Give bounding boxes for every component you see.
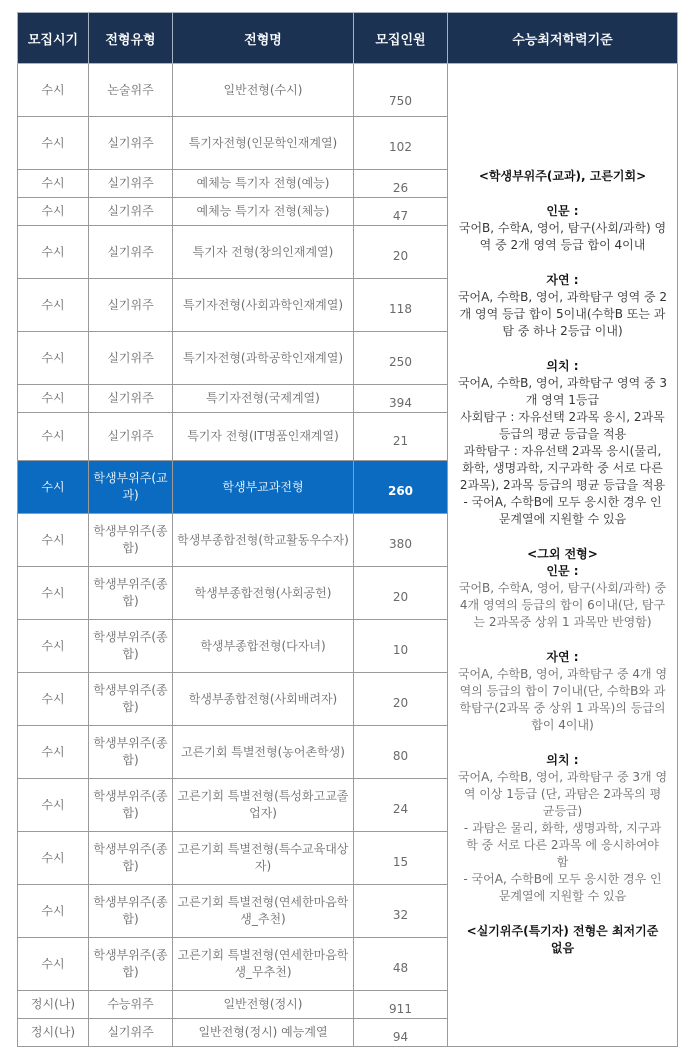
cell-type: 실기위주 <box>89 385 173 413</box>
criteria-line: 문계열에 지원할 수 있음 <box>498 889 627 903</box>
criteria-line: 역의 등급의 합이 7이내(단, 수학B와 과 <box>459 684 666 698</box>
criteria-line: - 과탐은 물리, 화학, 생명과학, 지구과 <box>463 821 662 835</box>
cell-count: 24 <box>354 779 448 832</box>
criteria-section-title: <그외 전형> <box>527 547 598 561</box>
cell-period: 수시 <box>18 567 89 620</box>
criteria-line: 화학, 생명과학, 지구과학 중 서로 다른 <box>462 461 663 475</box>
cell-count: 380 <box>354 514 448 567</box>
header-type: 전형유형 <box>89 13 173 64</box>
cell-type: 학생부위주(종합) <box>89 938 173 991</box>
cell-type: 학생부위주(종합) <box>89 567 173 620</box>
cell-count: 750 <box>354 64 448 117</box>
cell-name: 고른기회 특별전형(농어촌학생) <box>173 726 354 779</box>
cell-count: 102 <box>354 117 448 170</box>
header-name: 전형명 <box>173 13 354 64</box>
cell-count: 911 <box>354 991 448 1019</box>
cell-type: 실기위주 <box>89 279 173 332</box>
criteria-line: 국어A, 수학B, 영어, 과학탐구 영역 중 2 <box>457 290 668 304</box>
criteria-line: 과학탐구 : 자유선택 2과목 응시(물리, <box>463 444 662 458</box>
cell-type: 학생부위주(교과) <box>89 461 173 514</box>
cell-type: 수능위주 <box>89 991 173 1019</box>
cell-count: 47 <box>354 198 448 226</box>
cell-name: 고른기회 특별전형(특성화고교졸업자) <box>173 779 354 832</box>
criteria-line: 개 영역 등급 합이 5이내(수학B 또는 과 <box>459 307 666 321</box>
criteria-line: 개 영역 1등급 <box>525 393 600 407</box>
criteria-label: 의치 : <box>546 359 579 373</box>
cell-type: 실기위주 <box>89 413 173 461</box>
criteria-label: 자연 : <box>546 650 579 664</box>
criteria-section-title: <학생부위주(교과), 고른기회> <box>478 169 647 183</box>
cell-type: 실기위주 <box>89 1019 173 1047</box>
criteria-line: 역 이상 1등급 (단, 과탐은 2과목의 평 <box>463 787 662 801</box>
criteria-section-title: 없음 <box>550 941 575 955</box>
cell-name: 학생부종합전형(사회배려자) <box>173 673 354 726</box>
criteria-line: 학탐구(2과목 중 상위 1 과목)의 등급의 <box>459 701 666 715</box>
cell-period: 수시 <box>18 832 89 885</box>
cell-count: 118 <box>354 279 448 332</box>
cell-count: 94 <box>354 1019 448 1047</box>
cell-period: 수시 <box>18 779 89 832</box>
criteria-line: 국어A, 수학B, 영어, 과학탐구 중 4개 영 <box>457 667 668 681</box>
criteria-line: 4개 영역의 등급의 합이 6이내(단, 탐구 <box>459 598 666 612</box>
criteria-line: 국어A, 수학B, 영어, 과학탐구 영역 중 3 <box>457 376 668 390</box>
cell-count: 21 <box>354 413 448 461</box>
cell-period: 수시 <box>18 385 89 413</box>
cell-count: 20 <box>354 567 448 620</box>
criteria-line: - 국어A, 수학B에 모두 응시한 경우 인 <box>463 495 662 509</box>
header-period: 모집시기 <box>18 13 89 64</box>
cell-period: 수시 <box>18 673 89 726</box>
cell-name: 학생부교과전형 <box>173 461 354 514</box>
cell-name: 예체능 특기자 전형(예능) <box>173 170 354 198</box>
criteria-label: 인문 : <box>546 564 579 578</box>
cell-name: 학생부종합전형(사회공헌) <box>173 567 354 620</box>
cell-type: 실기위주 <box>89 198 173 226</box>
cell-period: 수시 <box>18 413 89 461</box>
cell-count: 32 <box>354 885 448 938</box>
cell-type: 학생부위주(종합) <box>89 514 173 567</box>
cell-count: 394 <box>354 385 448 413</box>
criteria-label: 인문 : <box>546 204 579 218</box>
cell-name: 일반전형(수시) <box>173 64 354 117</box>
criteria-line: 국어A, 수학B, 영어, 과학탐구 중 3개 영 <box>457 770 668 784</box>
criteria-line: 국어B, 수학A, 영어, 탐구(사회/과학) 영 <box>458 221 667 235</box>
cell-type: 학생부위주(종합) <box>89 779 173 832</box>
criteria-line: 학 중 서로 다른 2과목 에 응시하여야 <box>466 838 659 852</box>
cell-count: 260 <box>354 461 448 514</box>
cell-count: 48 <box>354 938 448 991</box>
criteria-cell <box>448 64 678 1047</box>
cell-period: 수시 <box>18 514 89 567</box>
criteria-line: 사회탐구 : 자유선택 2과목 응시, 2과목 <box>460 410 665 424</box>
cell-period: 수시 <box>18 64 89 117</box>
admissions-table <box>17 12 678 1047</box>
cell-type: 학생부위주(종합) <box>89 885 173 938</box>
cell-name: 학생부종합전형(다자녀) <box>173 620 354 673</box>
cell-type: 학생부위주(종합) <box>89 673 173 726</box>
cell-name: 일반전형(정시) 예능계열 <box>173 1019 354 1047</box>
criteria-section-title: <실기위주(특기자) 전형은 최저기준 <box>466 924 659 938</box>
criteria-line: 탐 중 하나 2등급 이내) <box>502 324 623 338</box>
cell-name: 고른기회 특별전형(특수교육대상자) <box>173 832 354 885</box>
cell-name: 특기자전형(과학공학인재계열) <box>173 332 354 385</box>
cell-period: 수시 <box>18 170 89 198</box>
cell-count: 80 <box>354 726 448 779</box>
cell-count: 15 <box>354 832 448 885</box>
table-row <box>18 64 678 117</box>
criteria-line: 국어B, 수학A, 영어, 탐구(사회/과학) 중 <box>458 581 667 595</box>
cell-period: 수시 <box>18 461 89 514</box>
criteria-line: 등급의 평균 등급을 적용 <box>498 427 627 441</box>
cell-type: 논술위주 <box>89 64 173 117</box>
header-count: 모집인원 <box>354 13 448 64</box>
cell-count: 20 <box>354 673 448 726</box>
cell-type: 학생부위주(종합) <box>89 620 173 673</box>
cell-count: 26 <box>354 170 448 198</box>
criteria-text <box>450 153 675 957</box>
cell-period: 수시 <box>18 885 89 938</box>
cell-period: 수시 <box>18 620 89 673</box>
cell-count: 250 <box>354 332 448 385</box>
cell-period: 수시 <box>18 198 89 226</box>
cell-period: 정시(나) <box>18 1019 89 1047</box>
cell-name: 특기자전형(인문학인재계열) <box>173 117 354 170</box>
cell-name: 특기자 전형(IT명품인재계열) <box>173 413 354 461</box>
cell-count: 20 <box>354 226 448 279</box>
cell-name: 학생부종합전형(학교활동우수자) <box>173 514 354 567</box>
cell-type: 실기위주 <box>89 117 173 170</box>
criteria-line: 2과목), 2과목 등급의 평균 등급을 적용 <box>459 478 666 492</box>
criteria-label: 의치 : <box>546 753 579 767</box>
criteria-line: 역 중 2개 영역 등급 합이 4이내 <box>479 238 646 252</box>
cell-period: 수시 <box>18 726 89 779</box>
cell-name: 특기자전형(국제계열) <box>173 385 354 413</box>
cell-period: 수시 <box>18 938 89 991</box>
cell-period: 수시 <box>18 332 89 385</box>
criteria-line: 문계열에 지원할 수 있음 <box>498 512 627 526</box>
cell-type: 실기위주 <box>89 226 173 279</box>
cell-count: 10 <box>354 620 448 673</box>
criteria-line: 는 2과목중 상위 1 과목만 반영함) <box>473 615 652 629</box>
criteria-line: 균등급) <box>542 804 583 818</box>
cell-type: 실기위주 <box>89 332 173 385</box>
cell-period: 정시(나) <box>18 991 89 1019</box>
cell-name: 고른기회 특별전형(연세한마음학생_추천) <box>173 885 354 938</box>
cell-period: 수시 <box>18 117 89 170</box>
criteria-line: 합이 4이내) <box>531 718 594 732</box>
criteria-label: 자연 : <box>546 273 579 287</box>
criteria-line: - 국어A, 수학B에 모두 응시한 경우 인 <box>463 872 662 886</box>
cell-type: 학생부위주(종합) <box>89 832 173 885</box>
cell-name: 고른기회 특별전형(연세한마음학생_무추천) <box>173 938 354 991</box>
cell-name: 특기자전형(사회과학인재계열) <box>173 279 354 332</box>
cell-type: 실기위주 <box>89 170 173 198</box>
header-criteria: 수능최저학력기준 <box>448 13 678 64</box>
cell-period: 수시 <box>18 226 89 279</box>
cell-name: 일반전형(정시) <box>173 991 354 1019</box>
criteria-line: 함 <box>556 855 569 869</box>
table-header-row <box>18 13 678 64</box>
cell-name: 특기자 전형(창의인재계열) <box>173 226 354 279</box>
cell-type: 학생부위주(종합) <box>89 726 173 779</box>
cell-period: 수시 <box>18 279 89 332</box>
cell-name: 예체능 특기자 전형(체능) <box>173 198 354 226</box>
